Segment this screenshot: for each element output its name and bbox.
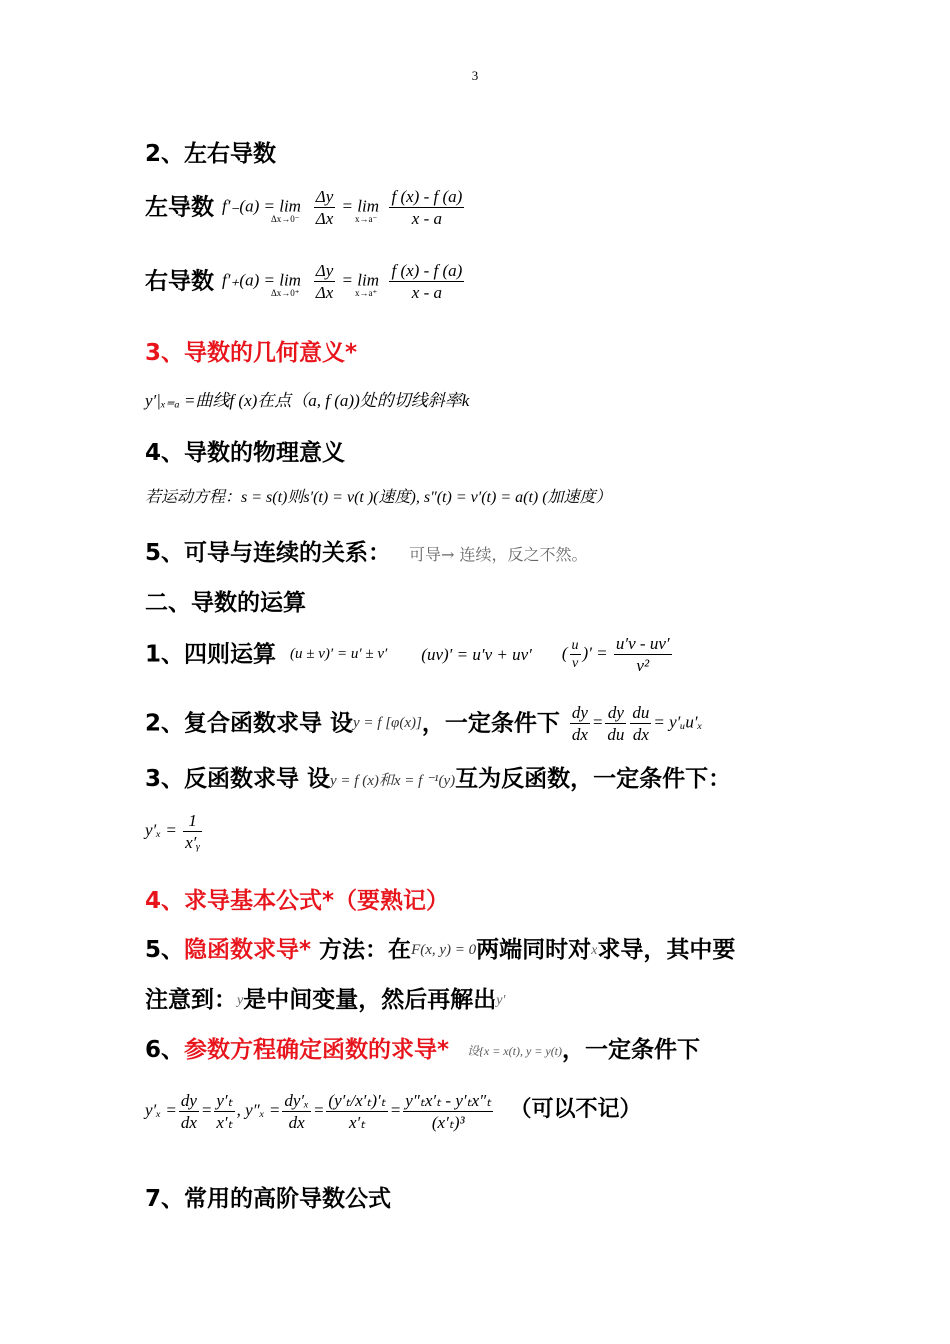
- heading-physical-meaning: 4、导数的物理意义: [145, 440, 346, 466]
- heading-basic-formulas: 4、求导基本公式*（要熟记）: [145, 888, 450, 914]
- physical-formula: 若运动方程：s = s(t)则s′(t) = v(t )(速度), s″(t) = v′(t) = a(t) (加速度）: [145, 489, 612, 506]
- heading-operations: 二、导数的运算: [145, 590, 306, 616]
- product-rule-formula: (uv)′ = u′v + uv′: [421, 644, 532, 664]
- chain-rule-formula: $\frac{dy}{dx}$ = $\frac{dy}{du}$ $\frac{du}{dx}$ = y′ᵤu′ₓ: [571, 703, 703, 745]
- heading-geometric-meaning: 3、导数的几何意义*: [145, 340, 358, 366]
- geometric-formula: y′|ₓ₌ₐ =曲线f (x)在点（a, f (a))处的切线斜率k: [145, 391, 470, 410]
- inverse-text: 互为反函数，一定条件下：: [455, 766, 732, 792]
- sum-rule-formula: (u ± v)′ = u′ ± v′: [290, 646, 388, 663]
- heading-inverse: 3、反函数求导 设: [145, 766, 331, 792]
- four-operations-row: [145, 633, 674, 677]
- implicit-row: 5、隐函数求导* 方法：在F(x, y) = 0两端同时对x求导，其中要: [145, 937, 736, 963]
- parametric-note: （可以不记）: [509, 1096, 642, 1122]
- parametric-system: 设{x = x(t), y = y(t): [467, 1044, 563, 1058]
- heading-implicit: 隐函数求导*: [184, 937, 312, 963]
- heading-left-right-derivative: 2、左右导数: [145, 141, 277, 167]
- composite-text: ，一定条件下: [421, 710, 560, 737]
- inverse-formula: y = f (x)和x = f ⁻¹(y): [330, 773, 456, 789]
- inverse-row: [145, 760, 731, 793]
- left-derivative-row: [145, 186, 466, 230]
- right-derivative-formula: $f'_+(a) = \lim_{\Delta x\to 0^+}$ $\frac{\Delta y}{\Delta x}$ = $\lim_{x\to a^+}$ $\frac{f (x) - f (a)}{x - a}$: [222, 261, 463, 303]
- continuity-text: 可导→ 连续，反之不然。: [409, 545, 588, 564]
- heading-composite: 2、复合函数求导 设: [145, 710, 354, 737]
- parametric-row: 6、参数方程确定函数的求导* 设{x = x(t), y = y(t)，一定条件下: [145, 1037, 701, 1063]
- left-derivative-label: 左导数: [145, 194, 214, 221]
- page-number: 3: [471, 68, 479, 83]
- composite-formula: y = f [φ(x)]: [353, 715, 422, 732]
- continuity-row: [145, 534, 588, 567]
- right-derivative-label: 右导数: [145, 268, 214, 295]
- quotient-rule-formula: ( $\frac{u}{v}$ )′ = $\frac{u'v - uv'}{\text{v²}}$: [561, 634, 670, 676]
- heading-higher-order: 7、常用的高阶导数公式: [145, 1186, 392, 1212]
- composite-row: [145, 702, 702, 746]
- implicit-formula: F(x, y) = 0: [411, 942, 477, 958]
- parametric-derivative-formula: y′ₓ = $\frac{dy}{dx}$ = $\frac{\text{y′ₜ}}{\text{x′ₜ}}$ , y″ₓ = $\frac{\text{dy′ₓ}}{dx}$ = $\frac{\text{(y′ₜ/x′ₜ)′ₜ}}{\text{x′ₜ}}$ = $\frac{\text{y″ₜx′ₜ - y′ₜx″ₜ}}{\text{(x′ₜ)³}}$ （可以不记）: [145, 1091, 642, 1133]
- right-derivative-row: [145, 260, 466, 304]
- left-derivative-formula: $f'_-(a) = \lim_{\Delta x\to 0^-}$ $\frac{\Delta y}{\Delta x}$ = $\lim_{x\to a^-}$ $\frac{f (x) - f (a)}{x - a}$: [222, 187, 463, 229]
- implicit-row-2: 注意到：y是中间变量，然后再解出y′: [145, 987, 506, 1013]
- heading-parametric: 参数方程确定函数的求导*: [184, 1037, 450, 1063]
- inverse-result-formula: y′ₓ = $\frac{1}{\text{x′ᵧ}}$: [145, 811, 201, 853]
- heading-four-operations: 1、四则运算: [145, 641, 277, 668]
- heading-continuity: 5、可导与连续的关系：: [145, 540, 392, 566]
